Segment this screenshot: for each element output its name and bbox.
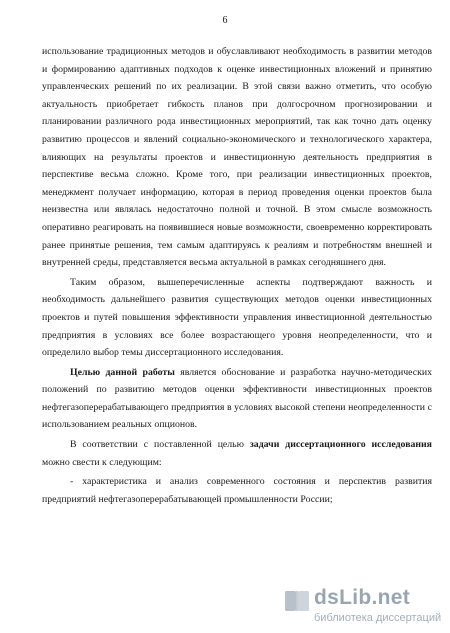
dslib-logo-icon xyxy=(283,589,311,613)
watermark-subtitle: библиотека диссертаций xyxy=(314,612,442,624)
tasks-tail: можно свести к следующим: xyxy=(42,456,162,468)
tasks-intro: В соответствии с поставленной целью xyxy=(70,439,250,451)
goal-label: Целью данной работы xyxy=(70,366,175,378)
paragraph-tasks xyxy=(42,436,432,471)
list-item-task-1: - характеристика и анализ современного состояния и перспектив развития предприятий нефтегазоперерабатывающей промышленности России; xyxy=(42,476,432,505)
goal-text: является обоснование и разработка научно-методических положений по развитию методов оценки эффективности инвестиционных проектов нефтегазоперерабатывающего предприятия в условиях высокой степени неопределенности с использованием реальных опционов. xyxy=(42,366,432,431)
paragraph-actuality: использование традиционных методов и обуславливают необходимость в развитии методов и формированию адаптивных подходов к оценке инвестиционных вложений и принятию управленческих решений по их реализации. В этой связи важно отметить, что особую актуальность приобретает гибкость планов при долгосрочном прогнозировании и планировании различного рода инвестиционных мероприятий, так как точно дать оценку развитию процессов и явлений социально-экономического и технологического характера, влияющих на результаты проектов и инвестиционную деятельность предприятия в перспективе весьма сложно. Кроме того, при реализации инвестиционных проектов, менеджмент получает информацию, которая в период проведения оценки проектов была неизвестна или являлась недостаточно полной и точной. В этом смысле возможность оперативно реагировать на появившиеся новые возможности, своевременно корректировать ранее принятые решения, тем самым адаптируясь к реалиям и потребностям внешней и внутренней среды, представляется весьма актуальной в рамках сегодняшнего дня. xyxy=(42,46,432,269)
paragraph-goal xyxy=(42,364,432,434)
document-body xyxy=(42,43,432,508)
tasks-label: задачи диссертационного исследования xyxy=(249,439,432,451)
watermark xyxy=(283,586,443,626)
watermark-brand: dsLib.net xyxy=(314,586,411,609)
page-number: 6 xyxy=(222,15,228,26)
paragraph-conclusion: Таким образом, вышеперечисленные аспекты подтверждают важность и необходимость дальнейшего развития существующих методов оценки инвестиционных проектов и путей повышения эффективности управления инвестиционной деятельностью предприятия в условиях все более возрастающего уровня неопределенности, что и определило выбор темы диссертационного исследования. xyxy=(42,276,432,359)
